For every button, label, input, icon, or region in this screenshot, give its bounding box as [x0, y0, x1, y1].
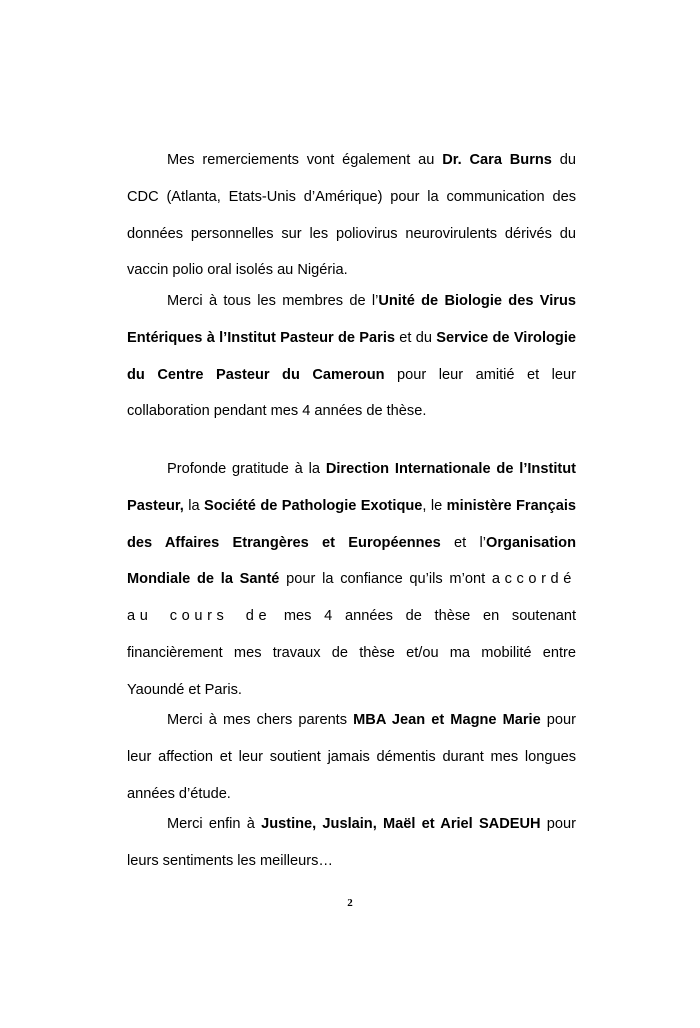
bold-text-segment: Société de Pathologie Exotique [204, 497, 423, 514]
text-segment: et du [395, 329, 437, 346]
page-number: 2 [347, 897, 353, 909]
text-segment: Profonde gratitude à la [167, 461, 326, 477]
text-segment: et l’ [440, 534, 486, 551]
text-segment: , le [422, 497, 447, 514]
text-segment: pour leurs sentiments les meilleurs… [127, 816, 576, 869]
bold-text-segment: Justine, Juslain, Maël et Ariel SADEUH [261, 816, 541, 832]
bold-text-segment: Dr. Cara Burns [442, 152, 552, 168]
paragraph-burns-thanks [127, 142, 576, 289]
paragraph-parents-thanks [127, 702, 576, 812]
bold-text-segment: Direction Internationale de l’Institut Pasteur, [127, 461, 577, 514]
paragraph-unit-thanks [127, 283, 576, 430]
text-segment: pour leur affection et leur soutient jamais démentis durant mes longues années d’étude. [127, 712, 577, 802]
text-segment: accordé au cours de [127, 571, 576, 625]
text-segment: Mes remerciements vont également au [167, 152, 443, 168]
text-segment: Merci à mes chers parents [167, 712, 354, 728]
text-segment: pour leur amitié et leur collaboration pendant mes 4 années de thèse. [127, 366, 576, 420]
bold-text-segment: MBA Jean et Magne Marie [353, 712, 541, 728]
bold-text-segment: Unité de Biologie des Virus Entériques à l’Institut Pasteur de Paris [127, 293, 576, 346]
paragraph-funding-gratitude [127, 451, 576, 709]
text-segment: pour la confiance qu’ils m’ont [279, 571, 492, 588]
bold-text-segment: ministère Français des Affaires Etrangères et Européennes [127, 497, 577, 551]
bold-text-segment: Organisation Mondiale de la Santé [127, 534, 577, 588]
text-segment: du CDC (Atlanta, Etats-Unis d’Amérique) pour la communication des données personnelles sur les poliovirus neurovirulents dérivés du vaccin polio oral isolés au Nigéria. [127, 152, 576, 279]
text-segment: la [183, 497, 204, 514]
paragraph-family-thanks [127, 806, 576, 880]
text-segment: Merci à tous les membres de l’ [167, 293, 379, 309]
text-segment: Merci enfin à [167, 816, 262, 832]
bold-text-segment: Service de Virologie du Centre Pasteur du Cameroun [127, 329, 576, 383]
text-segment: mes 4 années de thèse en soutenant financièrement mes travaux de thèse et/ou ma mobilité entre Yaoundé et Paris. [127, 608, 576, 698]
